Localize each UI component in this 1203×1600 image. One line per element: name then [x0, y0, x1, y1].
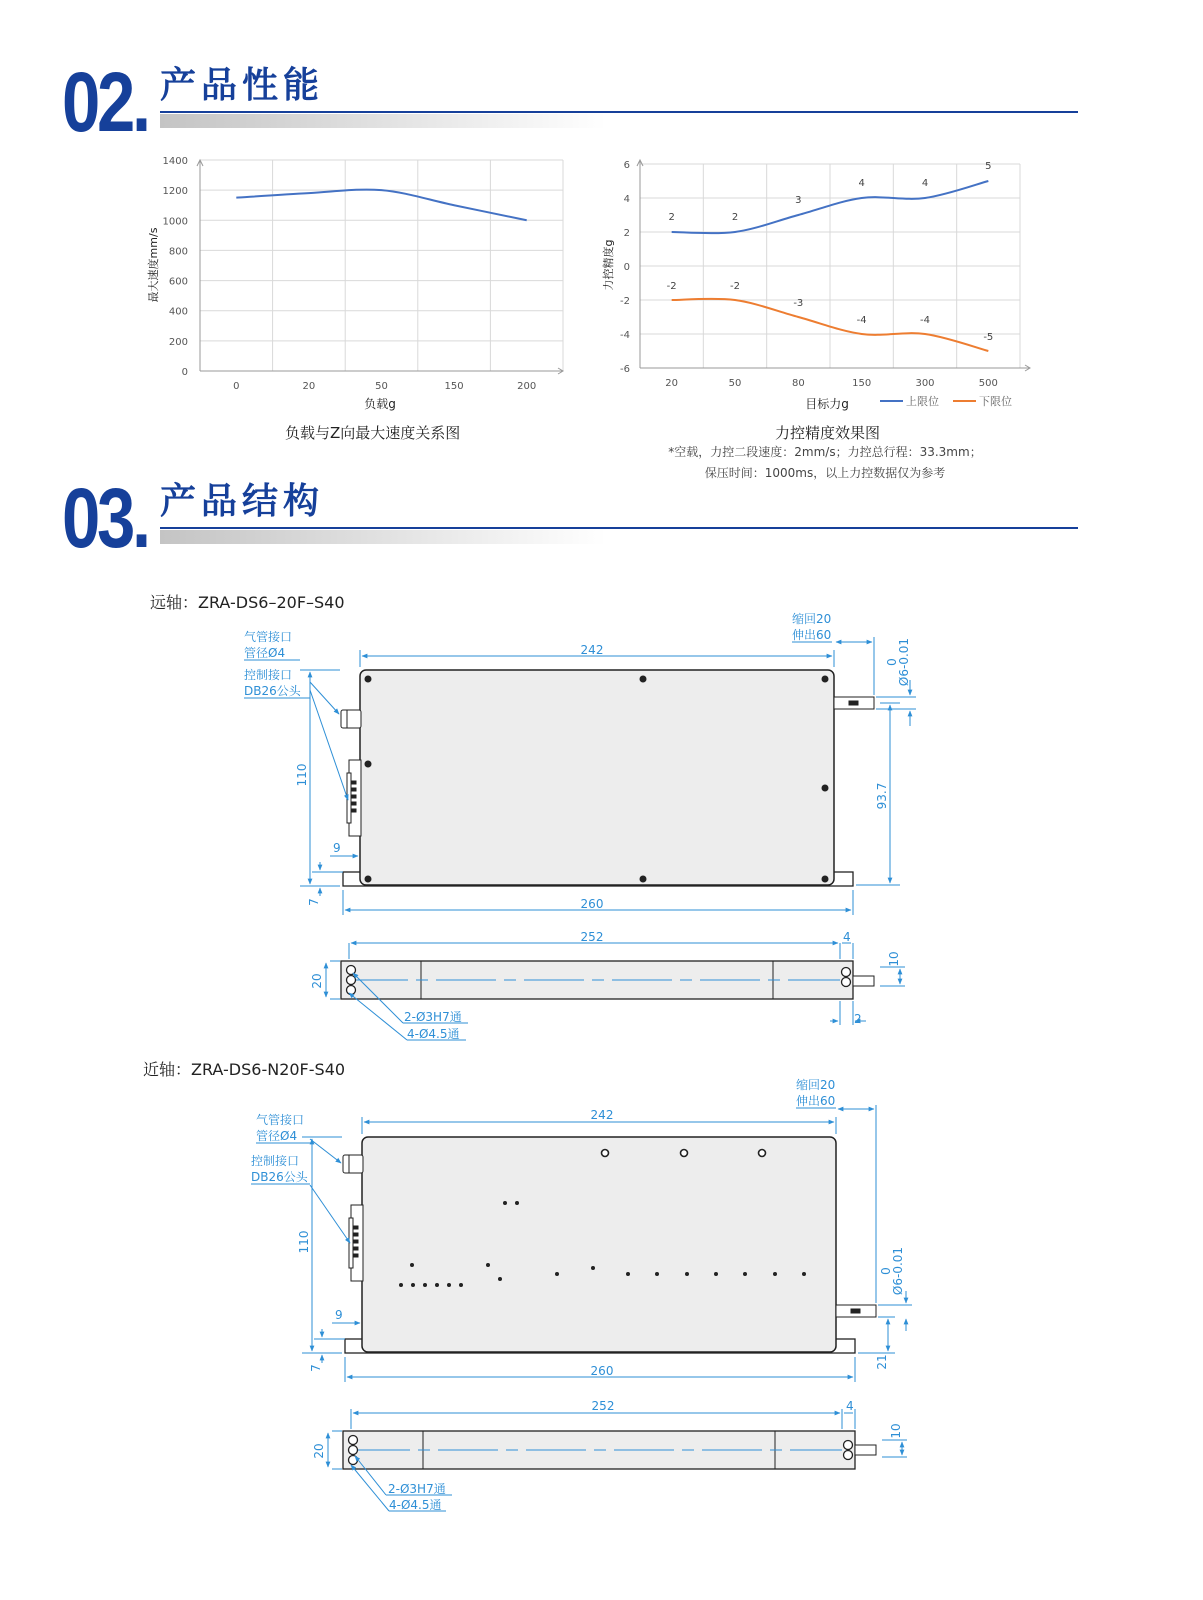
chart-title-speed: 负载与Z向最大速度关系图 [285, 424, 461, 442]
x-tick-labels [665, 378, 998, 389]
dim-110: 110 [295, 763, 309, 787]
label-extend: 伸出60 [792, 628, 832, 642]
legend-label-lower: 下限位 [979, 395, 1012, 408]
y-tick-label: 400 [168, 306, 188, 318]
dim-21: 21 [875, 1354, 889, 1370]
y-tick-label: 200 [168, 336, 188, 348]
data-label: -3 [793, 298, 804, 309]
db26-connector [349, 1205, 363, 1281]
label-hole-1: 2-Ø3H7通 [388, 1482, 446, 1496]
label-hole-2: 4-Ø4.5通 [407, 1027, 460, 1041]
drawing-far-axis-top [0, 925, 1203, 1050]
data-label: 4 [858, 178, 865, 189]
x-tick-label: 20 [665, 378, 679, 389]
y-tick-label: 1400 [162, 156, 188, 167]
dim-252: 252 [591, 1399, 615, 1413]
section-title: 产品性能 [160, 65, 325, 106]
dim-phi6-zero: 0 [885, 658, 899, 666]
label-air-port: 气管接口 [256, 1113, 305, 1127]
y-tick-label: 0 [181, 367, 188, 378]
y-tick-label: -6 [620, 364, 630, 375]
y-tick-label: -4 [620, 330, 630, 341]
y-tick-label: 2 [623, 228, 630, 239]
force-accuracy-chart [595, 150, 1035, 420]
label-extend: 伸出60 [796, 1094, 836, 1108]
model-title-far-axis: 远轴：ZRA-DS6–20F–S40 [150, 593, 345, 612]
label-retract: 缩回20 [796, 1078, 836, 1092]
x-tick-labels [233, 381, 536, 392]
section-number: 03. [62, 471, 148, 565]
dim-7: 7 [309, 1364, 323, 1372]
speed-load-chart [140, 150, 580, 420]
chart-grid [640, 164, 1020, 368]
db26-connector [347, 760, 361, 836]
drawing-far-axis-front [0, 600, 1203, 911]
dim-242: 242 [580, 643, 604, 657]
body [360, 670, 834, 885]
drawing-near-axis-top [0, 1395, 1203, 1520]
data-label: 4 [921, 178, 929, 189]
top-shaft [853, 976, 874, 986]
y-tick-label: 4 [623, 194, 630, 205]
x-tick-label: 200 [517, 381, 537, 392]
series-line-speed [236, 190, 526, 221]
dim-phi6-zero: 0 [879, 1267, 893, 1275]
y-axis-label: 力控精度g [602, 239, 615, 291]
label-air-diameter: 管径Ø4 [256, 1129, 298, 1143]
dim-260: 260 [590, 1364, 614, 1378]
air-fitting [341, 710, 361, 728]
label-hole-2: 4-Ø4.5通 [389, 1498, 442, 1512]
x-tick-label: 500 [978, 378, 998, 389]
chart-grid [200, 160, 563, 371]
dim-20: 20 [310, 973, 324, 989]
dim-phi6: Ø6-0.01 [897, 637, 911, 687]
y-axis-label: 最大速度mm/s [147, 227, 160, 303]
data-label: -5 [983, 332, 994, 343]
y-tick-label: 800 [168, 246, 188, 258]
section-gradient-bar [160, 114, 606, 128]
label-db26: DB26公头 [251, 1170, 308, 1184]
x-tick-label: 150 [852, 378, 872, 389]
data-label: -2 [730, 281, 740, 292]
drawing-near-axis-front [0, 1075, 1203, 1378]
y-tick-label: 1200 [162, 186, 188, 198]
air-fitting [343, 1155, 363, 1173]
section-title: 产品结构 [160, 481, 325, 522]
y-tick-label: 600 [168, 276, 188, 288]
dim-9: 9 [335, 1308, 343, 1322]
x-axis-label: 负载g [364, 397, 396, 411]
y-tick-labels [620, 160, 630, 375]
legend-label-upper: 上限位 [906, 395, 939, 408]
dim-4: 4 [843, 930, 851, 944]
dim-110: 110 [297, 1230, 311, 1254]
top-shaft [855, 1445, 876, 1455]
data-label: 3 [795, 195, 802, 206]
label-ctrl-port: 控制接口 [244, 668, 293, 682]
data-label: -4 [920, 315, 930, 326]
dim-20: 20 [312, 1443, 326, 1459]
dim-93-7: 93.7 [875, 782, 889, 810]
y-tick-labels [163, 156, 188, 378]
dim-252: 252 [580, 930, 604, 944]
chart-title-force: 力控精度效果图 [775, 424, 881, 442]
x-tick-label: 50 [375, 381, 388, 392]
label-ctrl-port: 控制接口 [251, 1154, 300, 1168]
y-tick-label: 0 [623, 262, 630, 273]
dim-4: 4 [846, 1399, 854, 1413]
x-tick-label: 80 [791, 378, 805, 389]
dim-9: 9 [333, 841, 341, 855]
note-line-1: *空载，力控二段速度：2mm/s；力控总行程：33.3mm； [668, 445, 982, 459]
data-label: 2 [668, 212, 675, 223]
label-air-port: 气管接口 [244, 630, 293, 644]
label-retract: 缩回20 [792, 612, 832, 626]
dim-7: 7 [307, 898, 321, 906]
dim-10: 10 [887, 951, 901, 967]
x-tick-label: 300 [915, 378, 935, 389]
label-hole-1: 2-Ø3H7通 [404, 1010, 462, 1024]
data-label: 2 [731, 212, 739, 223]
shaft [836, 1305, 876, 1317]
shaft [834, 697, 874, 709]
y-tick-label: 1000 [162, 216, 188, 228]
label-db26: DB26公头 [244, 684, 301, 698]
label-air-diameter: 管径Ø4 [244, 646, 286, 660]
x-tick-label: 20 [302, 381, 316, 392]
section-gradient-bar [160, 530, 606, 544]
note-line-2: 保压时间：1000ms，以上力控数据仅为参考 [704, 466, 946, 480]
section-divider [160, 111, 1078, 113]
body [362, 1137, 836, 1352]
section-number: 02. [62, 55, 148, 149]
y-tick-label: -2 [620, 296, 630, 307]
x-axis-label: 目标力g [805, 397, 849, 411]
model-title-near-axis: 近轴：ZRA-DS6-N20F-S40 [143, 1060, 346, 1079]
data-label: -2 [666, 281, 677, 292]
section-divider [160, 527, 1078, 529]
y-tick-label: 6 [623, 160, 630, 171]
x-tick-label: 50 [728, 378, 742, 389]
x-tick-label: 0 [233, 381, 240, 392]
dim-242: 242 [590, 1108, 614, 1122]
dim-phi6: Ø6-0.01 [891, 1246, 905, 1296]
dim-10: 10 [889, 1423, 903, 1439]
data-label: -4 [856, 315, 867, 326]
section-header-performance [62, 55, 1082, 149]
data-label: 5 [985, 161, 992, 172]
dim-260: 260 [580, 897, 604, 911]
x-tick-label: 150 [444, 381, 464, 392]
dim-2: 2 [854, 1012, 862, 1026]
